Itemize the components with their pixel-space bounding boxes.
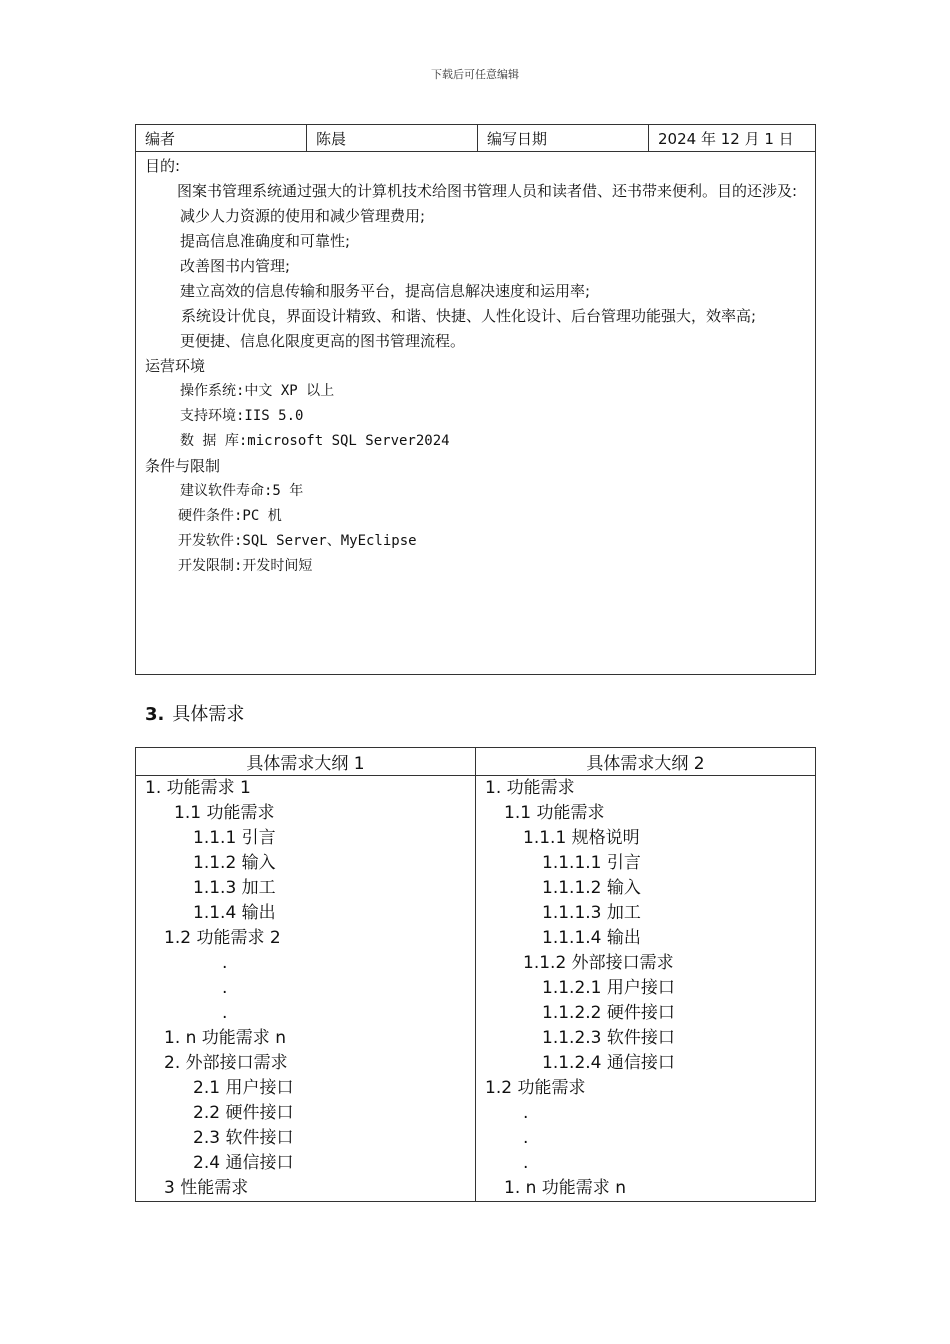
outline-line: 1. 功能需求 1	[145, 778, 251, 798]
purpose-item: 系统设计优良，界面设计精致、和谐、快捷、人性化设计、后台管理功能强大，效率高;	[181, 307, 757, 325]
outline-line: 1. 功能需求	[485, 778, 575, 798]
outline-line: 1.1.4 输出	[193, 903, 276, 923]
purpose-intro: 图案书管理系统通过强大的计算机技术给图书管理人员和读者借、还书带来便利。目的还涉及:	[177, 182, 798, 200]
section-title: 具体需求	[172, 704, 245, 725]
outline-line: 3 性能需求	[164, 1178, 249, 1198]
date-label: 编写日期	[478, 125, 649, 152]
outline-col-1	[136, 776, 476, 1202]
limits-item: 建议软件寿命:5 年	[180, 483, 304, 499]
outline-line: .	[523, 1128, 529, 1148]
outline-line: 1.1.1.1 引言	[542, 853, 641, 873]
outline-line: 1.2 功能需求	[485, 1078, 586, 1098]
limits-item: 开发限制:开发时间短	[178, 558, 313, 574]
section-heading	[145, 700, 244, 726]
outline-line: 1.1.2 输入	[193, 853, 276, 873]
outline-line: .	[222, 978, 228, 998]
limits-item: 硬件条件:PC 机	[178, 508, 282, 524]
outline-line: 1.1.1 引言	[193, 828, 276, 848]
date-value: 2024 年 12 月 1 日	[649, 125, 816, 152]
outline-line: 1.1.3 加工	[193, 878, 276, 898]
outline-line: 1.1.2.4 通信接口	[542, 1053, 675, 1073]
limits-title: 条件与限制	[145, 457, 221, 475]
editor-value: 陈晨	[307, 125, 478, 152]
page-header-note: 下载后可任意编辑	[431, 68, 519, 81]
env-item: 操作系统:中文 XP 以上	[180, 383, 335, 399]
purpose-title: 目的:	[145, 157, 181, 175]
purpose-item: 减少人力资源的使用和减少管理费用;	[180, 207, 426, 225]
env-item: 数 据 库:microsoft SQL Server2024	[180, 433, 450, 449]
limits-item: 开发软件:SQL Server、MyEclipse	[178, 533, 417, 549]
editor-label: 编者	[136, 125, 307, 152]
outline-line: 1.1.2.1 用户接口	[542, 978, 675, 998]
section-number: 3.	[145, 704, 165, 725]
outline-line: 2.1 用户接口	[193, 1078, 294, 1098]
col2-header: 具体需求大纲 2	[476, 748, 816, 776]
col1-header: 具体需求大纲 1	[136, 748, 476, 776]
outline-line: .	[523, 1153, 529, 1173]
outline-line: 1.1.1.3 加工	[542, 903, 641, 923]
outline-col-2	[476, 776, 816, 1202]
env-item: 支持环境:IIS 5.0	[180, 408, 304, 424]
info-body-cell	[136, 152, 816, 675]
outline-line: .	[222, 953, 228, 973]
outline-line: 1. n 功能需求 n	[504, 1178, 626, 1198]
outline-line: 2.4 通信接口	[193, 1153, 294, 1173]
outline-line: .	[523, 1103, 529, 1123]
env-title: 运营环境	[145, 357, 206, 375]
outline-line: .	[222, 1003, 228, 1023]
purpose-item: 建立高效的信息传输和服务平台，提高信息解决速度和运用率;	[180, 282, 591, 300]
purpose-item: 更便捷、信息化限度更高的图书管理流程。	[180, 332, 466, 350]
purpose-item: 提高信息准确度和可靠性;	[180, 232, 351, 250]
project-info-table	[135, 124, 816, 675]
purpose-item: 改善图书内管理;	[180, 257, 291, 275]
outline-line: 1.1.1.2 输入	[542, 878, 641, 898]
outline-line: 2. 外部接口需求	[164, 1053, 288, 1073]
outline-line: 2.2 硬件接口	[193, 1103, 294, 1123]
outline-line: 1.2 功能需求 2	[164, 928, 281, 948]
outline-line: 2.3 软件接口	[193, 1128, 294, 1148]
outline-line: 1.1 功能需求	[174, 803, 275, 823]
outline-line: 1. n 功能需求 n	[164, 1028, 286, 1048]
outline-line: 1.1.2.3 软件接口	[542, 1028, 675, 1048]
outline-line: 1.1.2.2 硬件接口	[542, 1003, 675, 1023]
outline-line: 1.1 功能需求	[504, 803, 605, 823]
info-header-row	[136, 125, 816, 152]
outline-line: 1.1.2 外部接口需求	[523, 953, 674, 973]
outline-line: 1.1.1 规格说明	[523, 828, 640, 848]
requirements-outline-table	[135, 747, 816, 1202]
outline-line: 1.1.1.4 输出	[542, 928, 641, 948]
